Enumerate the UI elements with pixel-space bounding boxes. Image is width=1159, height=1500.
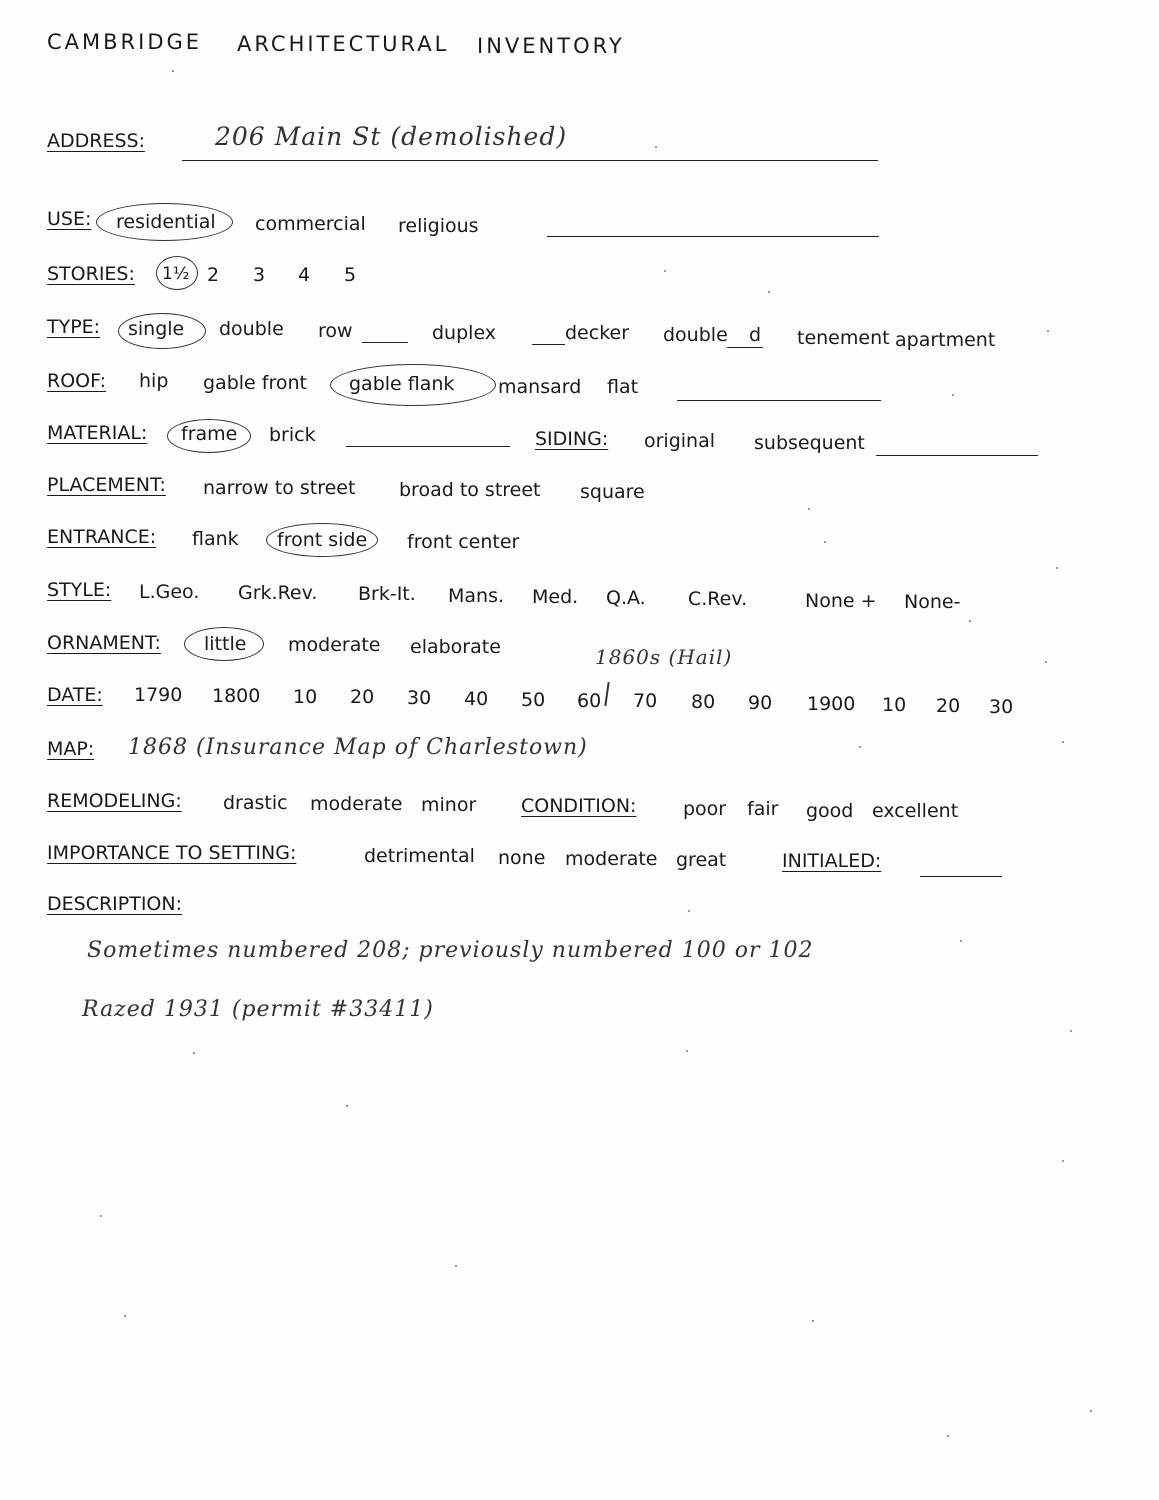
scan-speck [455, 1265, 457, 1267]
type-label: TYPE: [47, 316, 101, 338]
entrance-selection-circle [266, 523, 378, 557]
material-selection-circle [167, 419, 251, 453]
stories-3: 3 [253, 264, 266, 286]
placement-square: square [580, 481, 645, 503]
type-decker-line [532, 344, 565, 345]
style-crev: C.Rev. [688, 588, 748, 610]
stories-one-half: 1½ [162, 264, 190, 284]
use-commercial: commercial [255, 213, 366, 235]
date-1790: 1790 [134, 684, 183, 706]
date-70: 70 [633, 690, 658, 712]
style-none-minus: None- [904, 591, 961, 613]
scan-speck [1045, 661, 1047, 663]
ornament-selection-circle [184, 627, 264, 661]
condition-poor: poor [683, 798, 727, 820]
style-qa: Q.A. [606, 587, 646, 609]
use-label: USE: [47, 208, 92, 230]
use-selection-circle [96, 203, 233, 241]
map-value: 1868 (Insurance Map of Charlestown) [128, 735, 588, 760]
address-value: 206 Main St (demolished) [215, 122, 568, 151]
importance-great: great [676, 849, 727, 871]
type-duplex: duplex [432, 322, 497, 344]
scan-speck [172, 70, 174, 72]
date-10: 10 [293, 686, 318, 708]
remodeling-moderate: moderate [310, 793, 403, 815]
remodeling-minor: minor [421, 794, 477, 816]
ornament-little: little [204, 633, 247, 655]
importance-moderate: moderate [565, 848, 658, 870]
header-architectural: ARCHITECTURAL [237, 32, 450, 56]
condition-label: CONDITION: [521, 795, 637, 817]
scan-speck [947, 1435, 949, 1437]
importance-label: IMPORTANCE TO SETTING: [47, 842, 297, 864]
type-double-d: double [663, 324, 728, 346]
style-med: Med. [532, 586, 579, 608]
scan-speck [193, 1052, 195, 1054]
importance-detrimental: detrimental [364, 845, 475, 867]
initialed-line [920, 876, 1002, 877]
style-none-plus: None + [805, 590, 877, 612]
placement-label: PLACEMENT: [47, 474, 166, 496]
style-grkrev: Grk.Rev. [238, 582, 318, 604]
roof-mansard: mansard [498, 376, 582, 398]
entrance-front-center: front center [407, 531, 520, 553]
header-inventory: INVENTORY [477, 34, 625, 58]
initialed-label: INITIALED: [782, 850, 882, 872]
roof-other-line [677, 400, 881, 401]
siding-label: SIDING: [535, 428, 609, 450]
siding-other-line [876, 455, 1038, 456]
description-label: DESCRIPTION: [47, 893, 183, 915]
scan-speck [1062, 1160, 1064, 1162]
ornament-elaborate: elaborate [410, 636, 501, 658]
material-other-line [346, 446, 510, 447]
scan-speck [688, 910, 690, 912]
type-row: row [318, 320, 353, 342]
scan-speck [100, 1215, 102, 1217]
roof-gable-flank: gable flank [349, 373, 455, 395]
ornament-moderate: moderate [288, 634, 381, 656]
type-single: single [128, 318, 185, 340]
scan-speck [859, 746, 861, 748]
date-90: 90 [748, 692, 773, 714]
scan-speck [812, 1320, 814, 1322]
scan-speck [1056, 567, 1058, 569]
scan-speck [1062, 741, 1064, 743]
date-30: 30 [407, 687, 432, 709]
type-apartment: apartment [895, 329, 996, 351]
stories-5: 5 [344, 264, 357, 286]
type-decker: decker [565, 322, 630, 344]
style-label: STYLE: [47, 579, 112, 601]
date-50: 50 [521, 689, 546, 711]
stories-4: 4 [298, 264, 311, 286]
date-label: DATE: [47, 684, 103, 706]
placement-broad: broad to street [399, 479, 541, 501]
type-row-line [362, 342, 408, 343]
stories-label: STORIES: [47, 263, 135, 285]
type-d: d [749, 324, 762, 346]
date-40: 40 [464, 688, 489, 710]
use-other-line [547, 236, 879, 237]
date-1920: 20 [936, 695, 961, 717]
scan-speck [1047, 330, 1049, 332]
remodeling-drastic: drastic [223, 792, 288, 814]
date-range-mark [604, 682, 609, 706]
header-cambridge: CAMBRIDGE [47, 30, 203, 54]
date-20: 20 [350, 686, 375, 708]
scan-speck [768, 291, 770, 293]
scan-speck [1070, 1030, 1072, 1032]
scan-speck [969, 620, 971, 622]
description-line-1: Sometimes numbered 208; previously numbered 100 or 102 [87, 938, 814, 963]
style-mans: Mans. [448, 585, 505, 607]
condition-good: good [806, 800, 854, 822]
material-frame: frame [181, 423, 238, 445]
use-residential: residential [116, 211, 216, 233]
material-label: MATERIAL: [47, 422, 148, 444]
entrance-flank: flank [192, 528, 239, 550]
address-label: ADDRESS: [47, 130, 145, 152]
type-double: double [219, 318, 284, 340]
type-tenement: tenement [797, 327, 890, 349]
use-religious: religious [398, 215, 479, 237]
scan-speck [664, 270, 666, 272]
scan-speck [124, 1315, 126, 1317]
date-80: 80 [691, 691, 716, 713]
placement-narrow: narrow to street [203, 477, 356, 499]
type-selection-circle [118, 313, 206, 349]
roof-selection-circle [330, 364, 496, 406]
ornament-date-note: 1860s (Hail) [595, 645, 733, 669]
scan-speck [655, 146, 657, 148]
map-label: MAP: [47, 738, 95, 760]
scan-speck [808, 508, 810, 510]
material-brick: brick [269, 424, 316, 446]
date-1900: 1900 [807, 693, 856, 715]
entrance-label: ENTRANCE: [47, 526, 157, 548]
date-1930: 30 [989, 696, 1014, 718]
entrance-front-side: front side [277, 529, 368, 551]
date-60: 60 [577, 690, 602, 712]
remodeling-label: REMODELING: [47, 790, 182, 812]
roof-label: ROOF: [47, 370, 106, 392]
style-lgeo: L.Geo. [139, 581, 200, 603]
scan-speck [824, 541, 826, 543]
scan-speck [952, 394, 954, 396]
condition-fair: fair [747, 798, 779, 820]
address-line [182, 160, 878, 161]
roof-flat: flat [607, 376, 639, 398]
stories-2: 2 [207, 264, 220, 286]
style-brkit: Brk-It. [358, 583, 416, 605]
type-double-d-line [727, 347, 763, 348]
siding-subsequent: subsequent [754, 432, 865, 454]
condition-excellent: excellent [872, 800, 959, 822]
scan-speck [960, 940, 962, 942]
roof-gable-front: gable front [203, 372, 307, 394]
scan-speck [686, 1050, 688, 1052]
roof-hip: hip [139, 370, 169, 392]
importance-none: none [498, 847, 546, 869]
description-line-2: Razed 1931 (permit #33411) [82, 997, 434, 1022]
date-1800: 1800 [212, 685, 261, 707]
date-1910: 10 [882, 694, 907, 716]
scan-speck [346, 1105, 348, 1107]
ornament-label: ORNAMENT: [47, 632, 161, 654]
siding-original: original [644, 430, 716, 452]
stories-selection-circle [156, 256, 198, 290]
scan-speck [1090, 1410, 1092, 1412]
